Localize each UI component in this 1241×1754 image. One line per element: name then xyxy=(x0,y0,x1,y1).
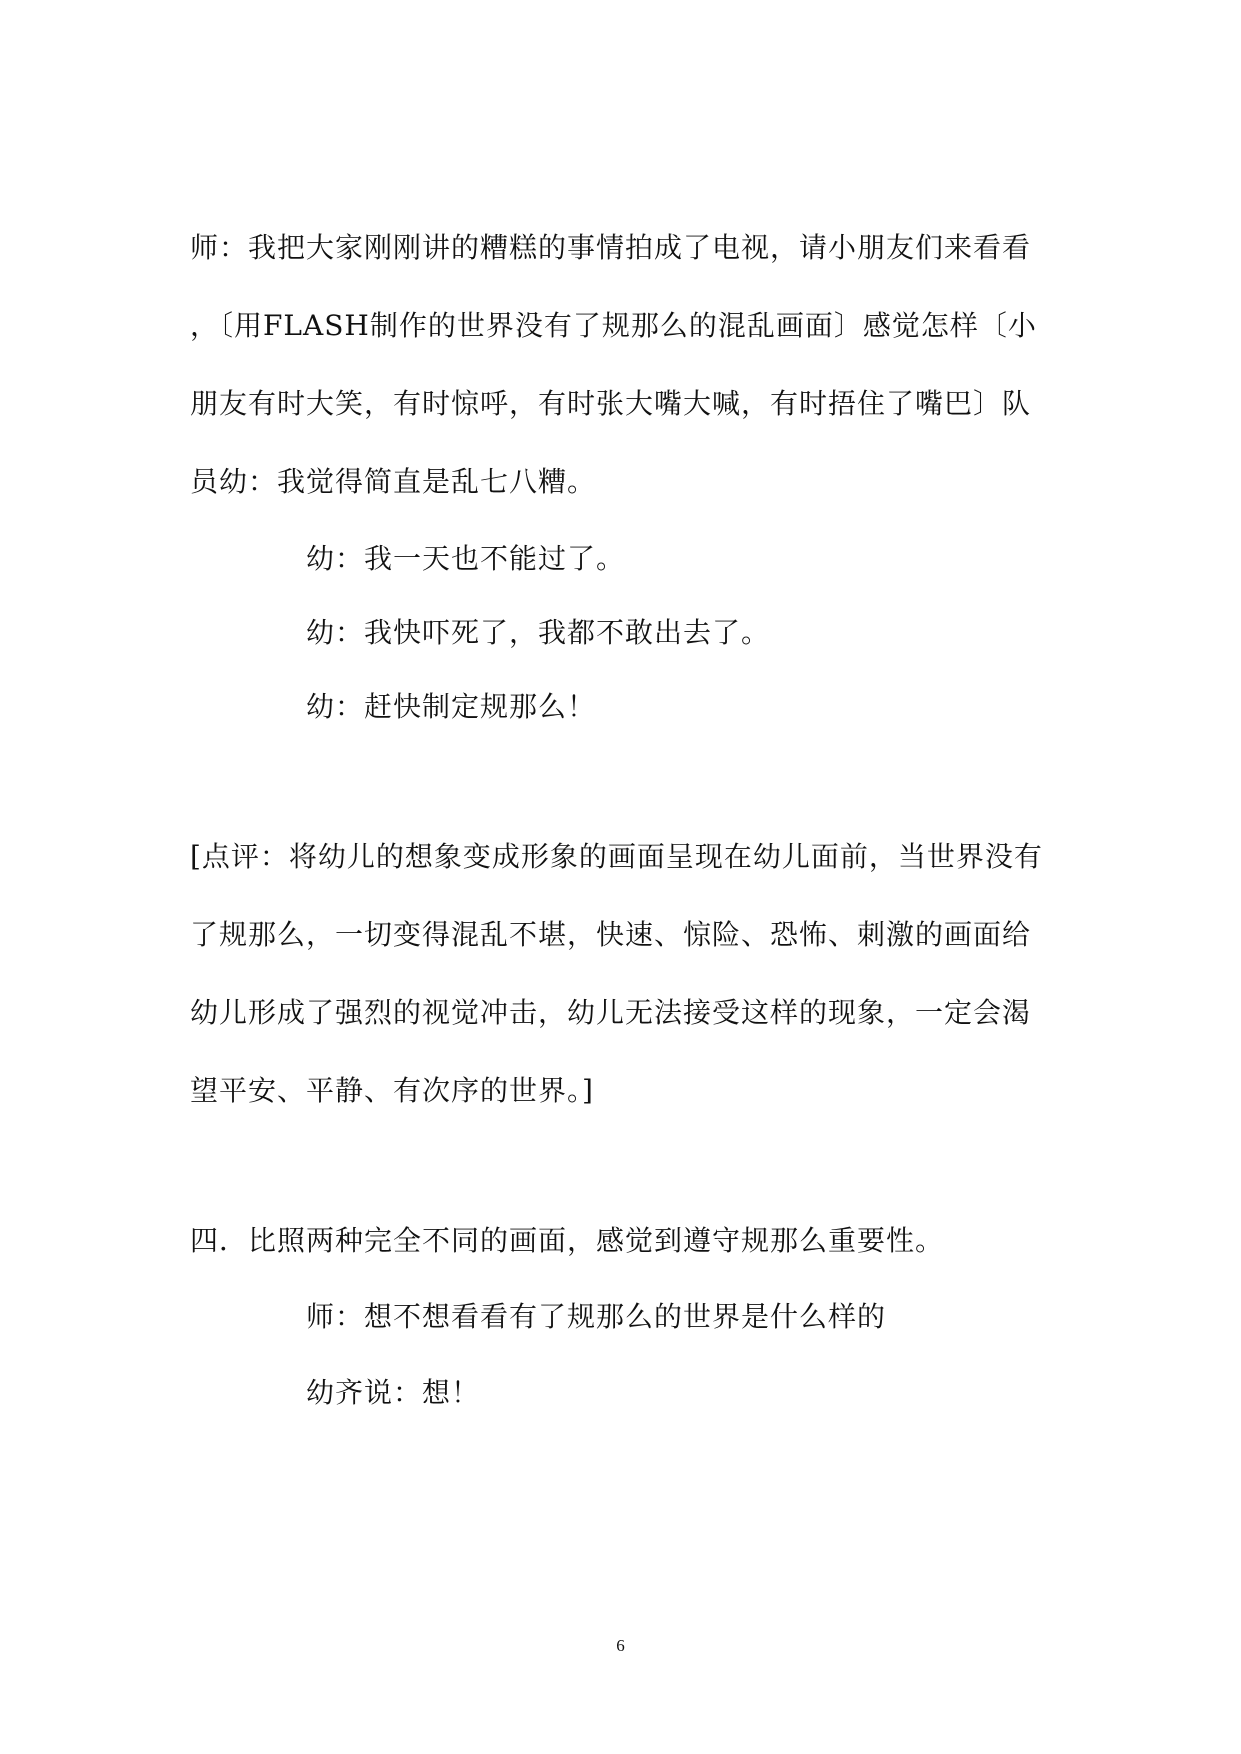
comment-line-1: [点评：将幼儿的想象变成形象的画面呈现在幼儿面前，当世界没有 xyxy=(190,840,1043,873)
dialogue-line-2: 幼齐说：想！ xyxy=(306,1376,481,1409)
section-heading: 四．比照两种完全不同的画面，感觉到遵守规那么重要性。 xyxy=(190,1224,945,1257)
paragraph-line-4: 员幼：我觉得简直是乱七八糟。 xyxy=(190,465,597,498)
comment-line-4: 望平安、平静、有次序的世界。] xyxy=(190,1074,594,1107)
comment-line-2: 了规那么，一切变得混乱不堪，快速、惊险、恐怖、刺激的画面给 xyxy=(190,918,1032,951)
paragraph-line-1: 师：我把大家刚刚讲的糟糕的事情拍成了电视，请小朋友们来看看 xyxy=(190,231,1032,264)
response-line-3: 幼：赶快制定规那么！ xyxy=(306,690,597,723)
paragraph-line-3: 朋友有时大笑，有时惊呼，有时张大嘴大喊，有时捂住了嘴巴〕队 xyxy=(190,387,1032,420)
dialogue-line-1: 师：想不想看看有了规那么的世界是什么样的 xyxy=(306,1300,887,1333)
comment-line-3: 幼儿形成了强烈的视觉冲击，幼儿无法接受这样的现象，一定会渴 xyxy=(190,996,1032,1029)
response-line-1: 幼：我一天也不能过了。 xyxy=(306,542,626,575)
response-line-2: 幼：我快吓死了，我都不敢出去了。 xyxy=(306,616,771,649)
paragraph-line-2: ，〔用FLASH制作的世界没有了规那么的混乱画面〕感觉怎样〔小 xyxy=(190,309,1037,342)
page-number: 6 xyxy=(616,1636,625,1655)
